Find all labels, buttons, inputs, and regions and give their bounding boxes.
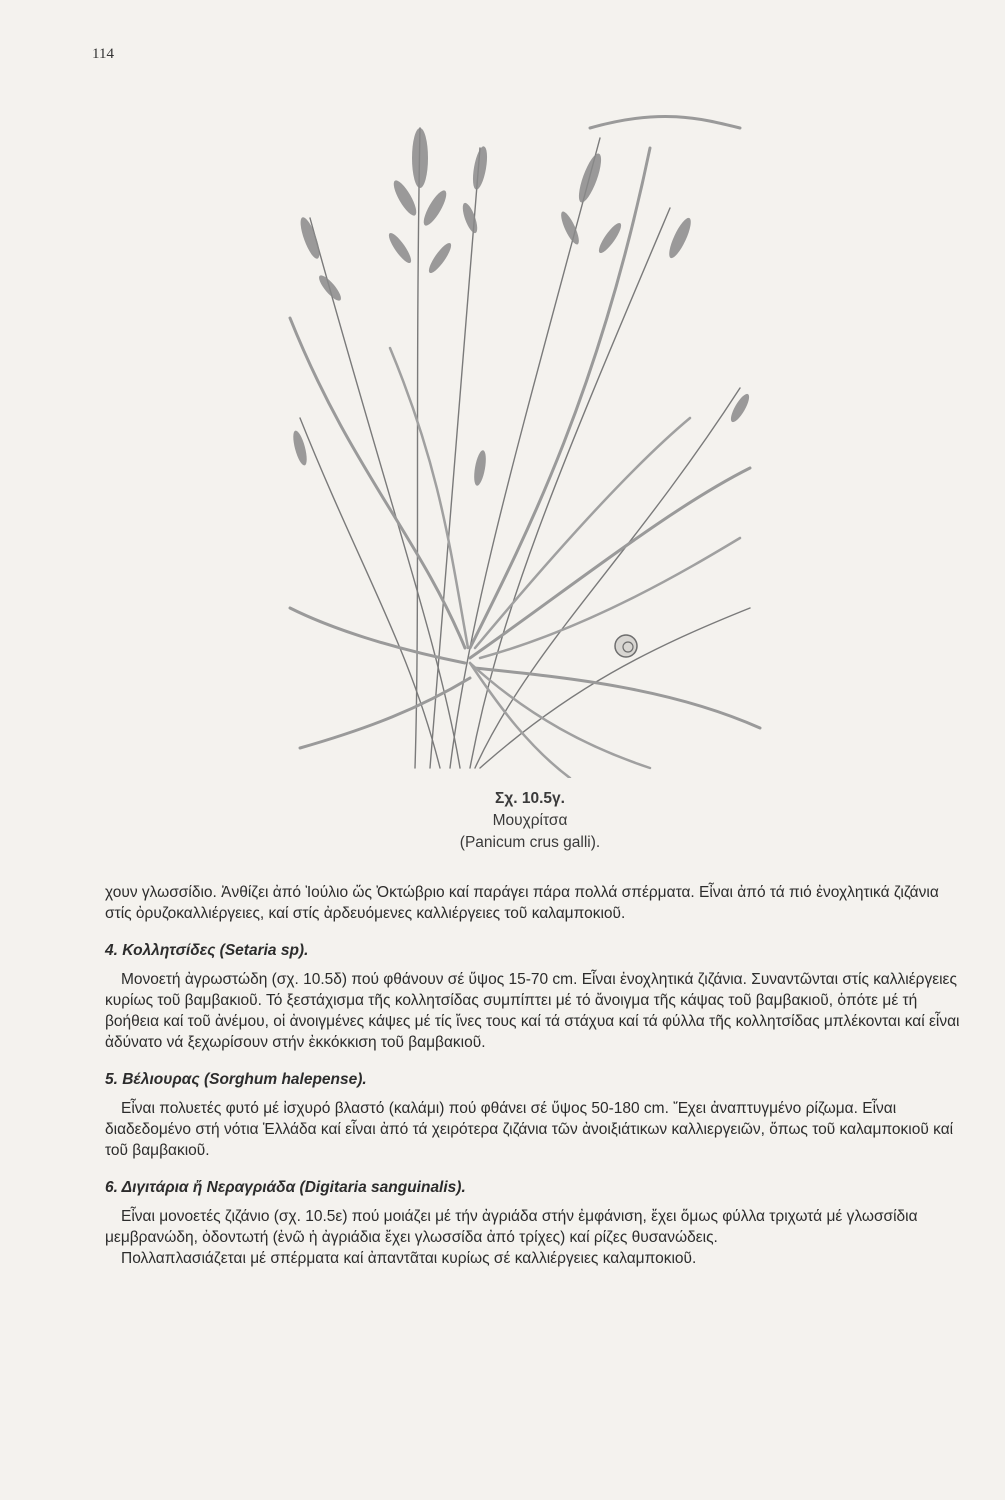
section-heading: 5. Βέλιουρας (Sorghum halepense). — [105, 1071, 367, 1088]
section-heading: 6. Διγιτάρια ἤ Νεραγριάδα (Digitaria sanguinalis). — [105, 1179, 466, 1196]
figure-common-name: Μουχρίτσα — [492, 812, 568, 829]
section-digitaria — [105, 1177, 960, 1269]
figure-caption — [380, 788, 680, 854]
section-paragraph: Πολλαπλασιάζεται μέ σπέρματα καί ἀπαντᾶται κυρίως σέ καλλιέργειες καλαμποκιοῦ. — [121, 1250, 697, 1267]
snail-shell-icon — [615, 635, 637, 657]
section-paragraph: Εἶναι μονοετές ζιζάνιο (σχ. 10.5ε) πού μοιάζει μέ τήν ἀγριάδα στήν ἐμφάνιση, ἔχει ὅμως φύλλα τριχωτά μέ γλωσσίδια μεμβρανώδη, ὀδοντωτή (ἐνῶ ἡ ἀγριάδια ἔχει γλωσσίδα ἀπό τρίχες) καί ρίζες θυσανώδεις. — [105, 1208, 918, 1246]
section-heading: 4. Κολλητσίδες (Setaria sp). — [105, 942, 309, 959]
intro-paragraph: χουν γλωσσίδιο. Ἀνθίζει ἀπό Ἰούλιο ὥς Ὀκτώβριο καί παράγει πάρα πολλά σπέρματα. Εἶναι ἀπό τά πιό ἐνοχλητικά ζιζάνια στίς ὀρυζοκαλλιέργειες, καί στίς ἀρδευόμενες καλλιέργειες τοῦ καλαμποκιοῦ. — [105, 884, 939, 922]
figure-label: Σχ. 10.5γ. — [495, 790, 565, 807]
body-text — [105, 882, 960, 1269]
panicum-drawing — [270, 88, 770, 778]
section-paragraph: Εἶναι πολυετές φυτό μέ ἰσχυρό βλαστό (καλάμι) πού φθάνει σέ ὕψος 50-180 cm. Ἔχει ἀναπτυγμένο ρίζωμα. Εἶναι διαδεδομένο στή νότια Ἑλλάδα καί εἶναι ἀπό τά χειρότερα ζιζάνια τῶν ἀνοιξιάτικων καλλιεργειῶν, ὅπως τοῦ καλαμποκιοῦ καί τοῦ βαμβακιοῦ. — [105, 1100, 954, 1159]
page-number: 114 — [92, 46, 114, 62]
grass-illustration — [270, 88, 770, 778]
section-paragraph: Μονοετή ἀγρωστώδη (σχ. 10.5δ) πού φθάνουν σέ ὕψος 15-70 cm. Εἶναι ἐνοχλητικά ζιζάνια. Συναντῶνται στίς καλλιέργειες κυρίως τοῦ βαμβακιοῦ. Τό ξεστάχισμα τῆς κολλητσίδας συμπίπτει μέ τό ἄνοιγμα τῆς κάψας τοῦ βαμβακιοῦ, ὁπότε μέ τή βοήθεια καί τοῦ ἀνέμου, οἱ ἀνοιγμένες κάψες μέ τίς ἴνες τους καί τά στάχυα καί τά φύλλα τῆς κολλητσίδας μπλέκονται καί εἶναι ἀδύνατο νά ξεχωρίσουν στήν ἐκκόκκιση τοῦ βαμβακιοῦ. — [105, 971, 960, 1051]
section-sorghum — [105, 1069, 960, 1161]
figure-scientific-name: (Panicum crus galli). — [459, 834, 601, 851]
section-setaria — [105, 940, 960, 1053]
